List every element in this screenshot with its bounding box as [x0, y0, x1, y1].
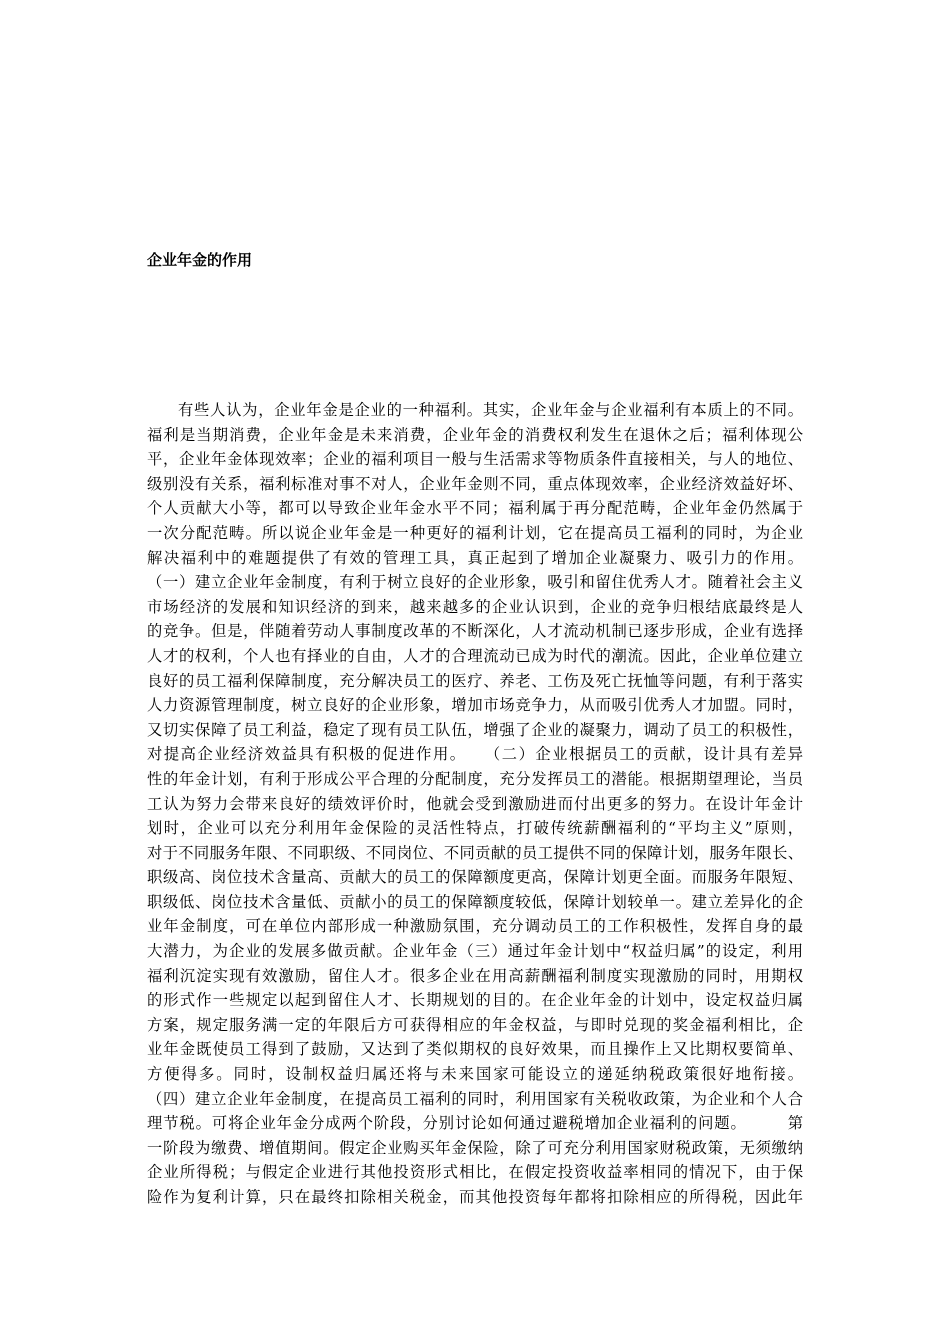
- text-line: （一）建立企业年金制度，有利于树立良好的企业形象，吸引和留住优秀人才。随着社会主义: [147, 573, 803, 592]
- body-text: [147, 398, 803, 1210]
- text-line: 的形式作一些规定以起到留住人才、长期规划的目的。在企业年金的计划中，设定权益归属: [147, 991, 803, 1010]
- text-line: 的竞争。但是，伴随着劳动人事制度改革的不断深化，人才流动机制已逐步形成，企业有选择: [147, 622, 803, 641]
- text-line: 人才的权利，个人也有择业的自由，人才的合理流动已成为时代的潮流。因此，企业单位建立: [147, 646, 803, 665]
- text-line: 险作为复利计算，只在最终扣除相关税金，而其他投资每年都将扣除相应的所得税，因此年: [147, 1188, 803, 1206]
- text-line: 企业所得税；与假定企业进行其他投资形式相比，在假定投资收益率相同的情况下，由于保: [147, 1163, 803, 1182]
- text-line: 有些人认为，企业年金是企业的一种福利。其实，企业年金与企业福利有本质上的不同。: [178, 401, 803, 419]
- text-line: 又切实保障了员工利益，稳定了现有员工队伍，增强了企业的凝聚力，调动了员工的积极性，: [147, 720, 803, 739]
- text-line: 性的年金计划，有利于形成公平合理的分配制度，充分发挥员工的潜能。根据期望理论，当员: [147, 769, 803, 788]
- text-line: 平，企业年金体现效率；企业的福利项目一般与生活需求等物质条件直接相关，与人的地位、: [147, 450, 803, 469]
- text-line: （四）建立企业年金制度，在提高员工福利的同时，利用国家有关税收政策，为企业和个人合: [147, 1089, 803, 1108]
- page-title: 企业年金的作用: [147, 251, 253, 269]
- text-line: 方案，规定服务满一定的年限后方可获得相应的年金权益，与即时兑现的奖金福利相比，企: [147, 1015, 803, 1034]
- text-line: 职级低、岗位技术含量低、贡献小的员工的保障额度较低，保障计划较单一。建立差异化的企: [147, 892, 803, 911]
- text-line: 理节税。可将企业年金分成两个阶段，分别讨论如何通过避税增加企业福利的问题。 第: [147, 1114, 803, 1133]
- text-line: 方便得多。同时，设制权益归属还将与未来国家可能设立的递延纳税政策很好地衔接。: [147, 1065, 803, 1084]
- text-line: 级别没有关系，福利标准对事不对人，企业年金则不同，重点体现效率，企业经济效益好坏、: [147, 474, 803, 493]
- text-line: 工认为努力会带来良好的绩效评价时，他就会受到激励进而付出更多的努力。在设计年金计: [147, 794, 803, 813]
- text-line: 一次分配范畴。所以说企业年金是一种更好的福利计划，它在提高员工福利的同时，为企业: [147, 523, 803, 542]
- text-line: 职级高、岗位技术含量高、贡献大的员工的保障额度更高，保障计划更全面。而服务年限短、: [147, 868, 803, 887]
- text-line: 大潜力，为企业的发展多做贡献。企业年金（三）通过年金计划中“权益归属”的设定，利用: [147, 942, 803, 961]
- text-line: 市场经济的发展和知识经济的到来，越来越多的企业认识到，企业的竞争归根结底最终是人: [147, 597, 803, 616]
- text-line: 业年金既使员工得到了鼓励，又达到了类似期权的良好效果，而且操作上又比期权要简单、: [147, 1040, 803, 1059]
- text-line: 解决福利中的难题提供了有效的管理工具，真正起到了增加企业凝聚力、吸引力的作用。: [147, 548, 803, 567]
- text-line: 对提高企业经济效益具有积极的促进作用。 （二）企业根据员工的贡献，设计具有差异: [147, 745, 803, 764]
- text-line: 人力资源管理制度，树立良好的企业形象，增加市场竞争力，从而吸引优秀人才加盟。同时，: [147, 696, 803, 715]
- text-line: 良好的员工福利保障制度，充分解决员工的医疗、养老、工伤及死亡抚恤等问题，有利于落实: [147, 671, 803, 690]
- text-line: 划时，企业可以充分利用年金保险的灵活性特点，打破传统薪酬福利的“平均主义”原则，: [147, 819, 803, 838]
- text-line: 对于不同服务年限、不同职级、不同岗位、不同贡献的员工提供不同的保障计划，服务年限长、: [147, 843, 803, 862]
- text-line: 个人贡献大小等，都可以导致企业年金水平不同；福利属于再分配范畴，企业年金仍然属于: [147, 499, 803, 518]
- text-line: 业年金制度，可在单位内部形成一种激励氛围，充分调动员工的工作积极性，发挥自身的最: [147, 917, 803, 936]
- text-line: 福利是当期消费，企业年金是未来消费，企业年金的消费权利发生在退休之后；福利体现公: [147, 425, 803, 444]
- text-line: 一阶段为缴费、增值期间。假定企业购买年金保险，除了可充分利用国家财税政策，无须缴纳: [147, 1138, 803, 1157]
- text-line: 福利沉淀实现有效激励，留住人才。很多企业在用高薪酬福利制度实现激励的同时，用期权: [147, 966, 803, 985]
